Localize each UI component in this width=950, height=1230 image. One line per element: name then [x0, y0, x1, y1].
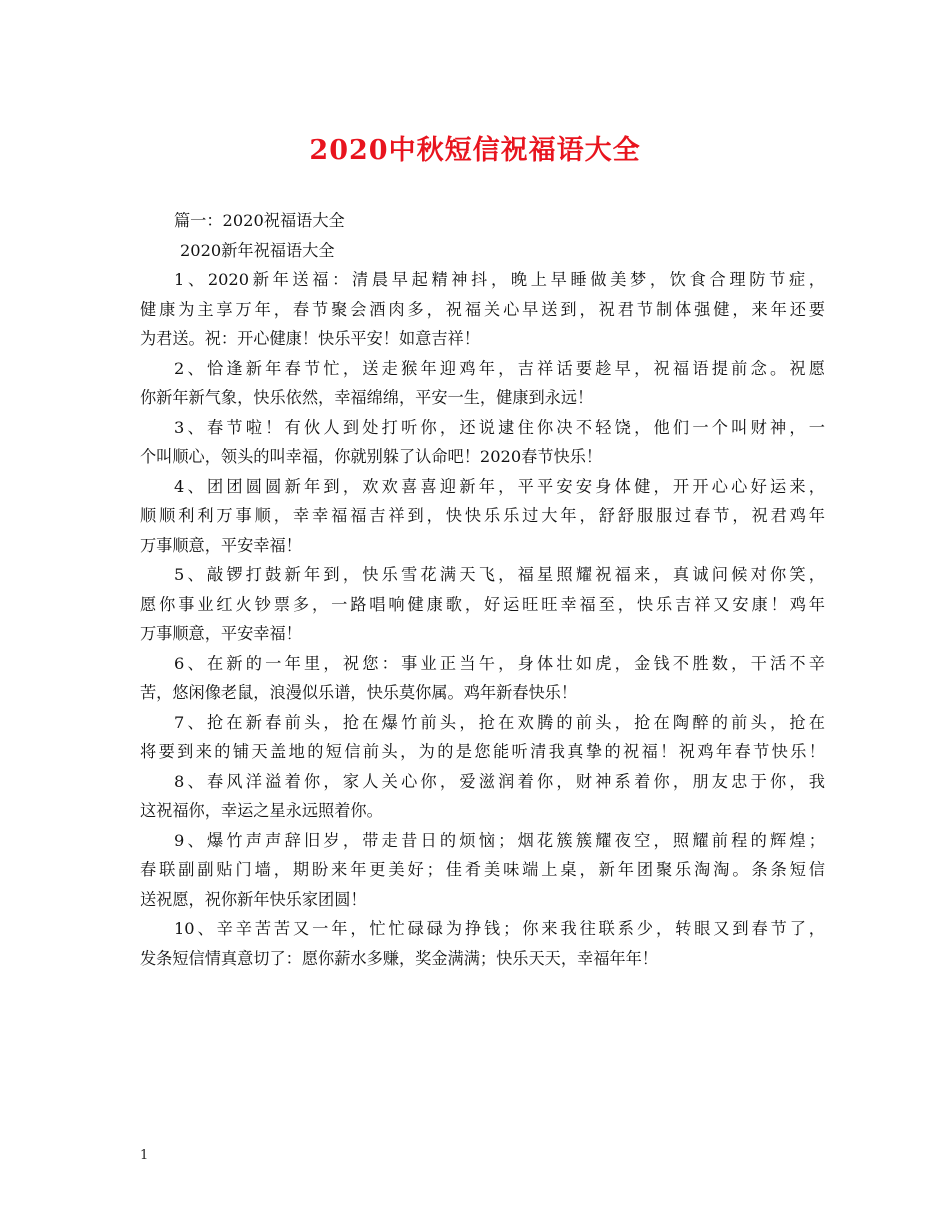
document-title: 2020中秋短信祝福语大全 — [309, 135, 641, 166]
text-line: 春联副副贴门墙，期盼来年更美好；佳肴美味端上桌，新年团聚乐淘淘。条条短信 — [140, 860, 825, 879]
text-line: 10、辛辛苦苦又一年，忙忙碌碌为挣钱；你来我往联系少，转眼又到春节了， — [174, 919, 825, 938]
text-line: 5、敲锣打鼓新年到，快乐雪花满天飞，福星照耀祝福来，真诚问候对你笑， — [174, 565, 825, 584]
paragraph-lines — [140, 265, 825, 973]
subsection-heading: 2020新年祝福语大全 — [180, 240, 335, 260]
page-number: 1 — [140, 1148, 149, 1163]
text-line: 健康为主享万年，春节聚会酒肉多，祝福关心早送到，祝君节制体强健，来年还要 — [140, 299, 825, 319]
text-line: 7、抢在新春前头，抢在爆竹前头，抢在欢腾的前头，抢在陶醉的前头，抢在 — [174, 712, 825, 732]
text-line: 个叫顺心，领头的叫幸福，你就别躲了认命吧！2020春节快乐！ — [140, 447, 603, 466]
text-line: 顺顺利利万事顺，幸幸福福吉祥到，快快乐乐过大年，舒舒服服过春节，祝君鸡年 — [140, 506, 825, 525]
text-line: 你新年新气象，快乐依然，幸福绵绵，平安一生，健康到永远！ — [140, 388, 594, 407]
section-heading: 篇一：2020祝福语大全 — [174, 211, 345, 230]
text-line: 万事顺意，平安幸福！ — [140, 535, 302, 555]
text-line: 8、春风洋溢着你，家人关心你，爱滋润着你，财神系着你，朋友忠于你，我 — [174, 771, 825, 791]
text-line: 万事顺意，平安幸福！ — [140, 624, 302, 643]
text-line: 将要到来的铺天盖地的短信前头，为的是您能听清我真挚的祝福！祝鸡年春节快乐！ — [140, 742, 825, 761]
text-line: 苦，悠闲像老鼠，浪漫似乐谱，快乐莫你属。鸡年新春快乐！ — [140, 683, 578, 702]
text-line: 3、春节啦！有伙人到处打听你，还说逮住你决不轻饶，他们一个叫财神，一 — [174, 417, 825, 437]
text-line: 愿你事业红火钞票多，一路唱响健康歌，好运旺旺幸福至，快乐吉祥又安康！鸡年 — [140, 594, 825, 614]
text-line: 1、2020新年送福：清晨早起精神抖，晚上早睡做美梦，饮食合理防节症， — [174, 270, 825, 289]
text-line: 送祝愿，祝你新年快乐家团圆！ — [140, 889, 367, 909]
text-line: 2、恰逢新年春节忙，送走猴年迎鸡年，吉祥话要趁早，祝福语提前念。祝愿 — [174, 358, 825, 378]
text-line: 这祝福你，幸运之星永远照着你。 — [140, 801, 383, 820]
text-line: 4、团团圆圆新年到，欢欢喜喜迎新年，平平安安身体健，开开心心好运来， — [174, 476, 825, 496]
text-line: 为君送。祝：开心健康！快乐平安！如意吉祥！ — [140, 329, 480, 348]
document-body — [140, 206, 825, 973]
text-line: 6、在新的一年里，祝您：事业正当午，身体壮如虎，金钱不胜数，干活不辛 — [174, 653, 825, 673]
text-line: 9、爆竹声声辞旧岁，带走昔日的烦恼；烟花簇簇耀夜空，照耀前程的辉煌； — [174, 830, 825, 850]
text-line: 发条短信情真意切了：愿你薪水多赚，奖金满满；快乐天天，幸福年年！ — [140, 948, 658, 968]
